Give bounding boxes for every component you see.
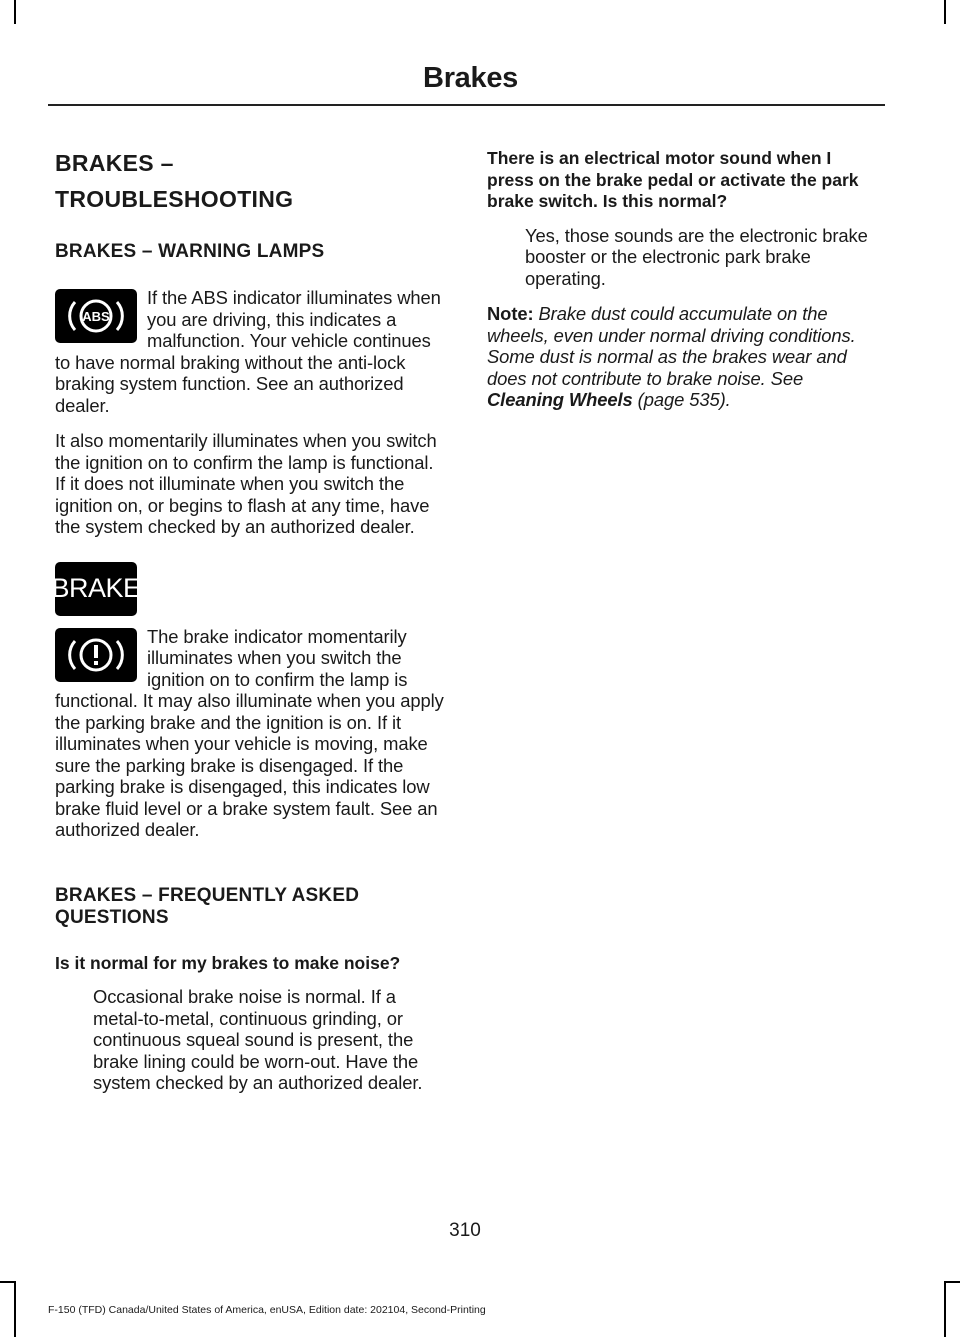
section-title-line1: BRAKES – [55, 150, 174, 176]
abs-block [55, 287, 447, 430]
faq-question-2: There is an electrical motor sound when I press on the brake pedal or activate the park brake switch. Is this normal? [487, 148, 859, 211]
abs-warning-icon [55, 289, 137, 343]
brake-paragraph: The brake indicator momentarily illuminates when you switch the ignition on to confirm the lamp is functional. It may also illuminate when you apply the parking brake and the ignition is on. If it illuminates when your vehicle is moving, make sure the parking brake is disengaged. If the parking brake is disengaged, this indicates low brake fluid level or a brake system fault. See an authorized dealer. [55, 625, 444, 840]
cleaning-wheels-link[interactable]: Cleaning Wheels [487, 389, 633, 410]
abs-paragraph-2: It also momentarily illuminates when you switch the ignition on to confirm the lamp is functional. If it does not illuminate when you switch the ignition on, or begins to flash at any time, have the system checked by an authorized dealer. [55, 430, 437, 537]
crop-mark-top-right [944, 0, 946, 24]
section-title-line2: TROUBLESHOOTING [55, 186, 294, 212]
crop-mark-top-left [14, 0, 16, 24]
note-label: Note: [487, 303, 534, 324]
note-page-ref: (page 535). [632, 389, 731, 410]
footer-edition: F-150 (TFD) Canada/United States of America, enUSA, Edition date: 202104, Second-Printing [48, 1304, 486, 1316]
header-rule [48, 104, 885, 106]
crop-mark-bottom-left-v [14, 1281, 16, 1337]
brake-block [55, 626, 447, 855]
section-title [55, 148, 447, 215]
right-column [487, 148, 882, 425]
abs-icon-text: ABS [82, 309, 110, 324]
brake-warning-icon: BRAKE [55, 562, 137, 616]
abs-paragraph: If the ABS indicator illuminates when you are driving, this indicates a malfunction. Your vehicle continues to have normal braking without the anti-lock braking system function. See an authorized dealer. [55, 287, 441, 416]
page-header-title: Brakes [423, 62, 518, 94]
warning-lamps-heading: BRAKES – WARNING LAMPS [55, 241, 325, 262]
crop-mark-bottom-right-v [944, 1281, 946, 1337]
faq-answer-2: Yes, those sounds are the electronic brake booster or the electronic park brake operating. [525, 224, 868, 289]
note-text: Brake dust could accumulate on the wheels, even under normal driving conditions. Some dust is normal as the brakes wear and does not contribute to brake noise. See [487, 303, 856, 389]
crop-mark-bottom-right [944, 1281, 960, 1283]
faq-question-1: Is it normal for my brakes to make noise? [55, 952, 401, 973]
faq-heading: BRAKES – FREQUENTLY ASKED QUESTIONS [55, 884, 360, 928]
note-paragraph [487, 303, 882, 411]
left-column [51, 148, 447, 1108]
page-number: 310 [449, 1220, 481, 1241]
faq-answer-1: Occasional brake noise is normal. If a metal-to-metal, continuous grinding, or continuous squeal sound is present, the brake lining could be worn-out. Have the system checked by an authorized dealer. [93, 986, 423, 1093]
brake-exclamation-icon [55, 628, 137, 682]
